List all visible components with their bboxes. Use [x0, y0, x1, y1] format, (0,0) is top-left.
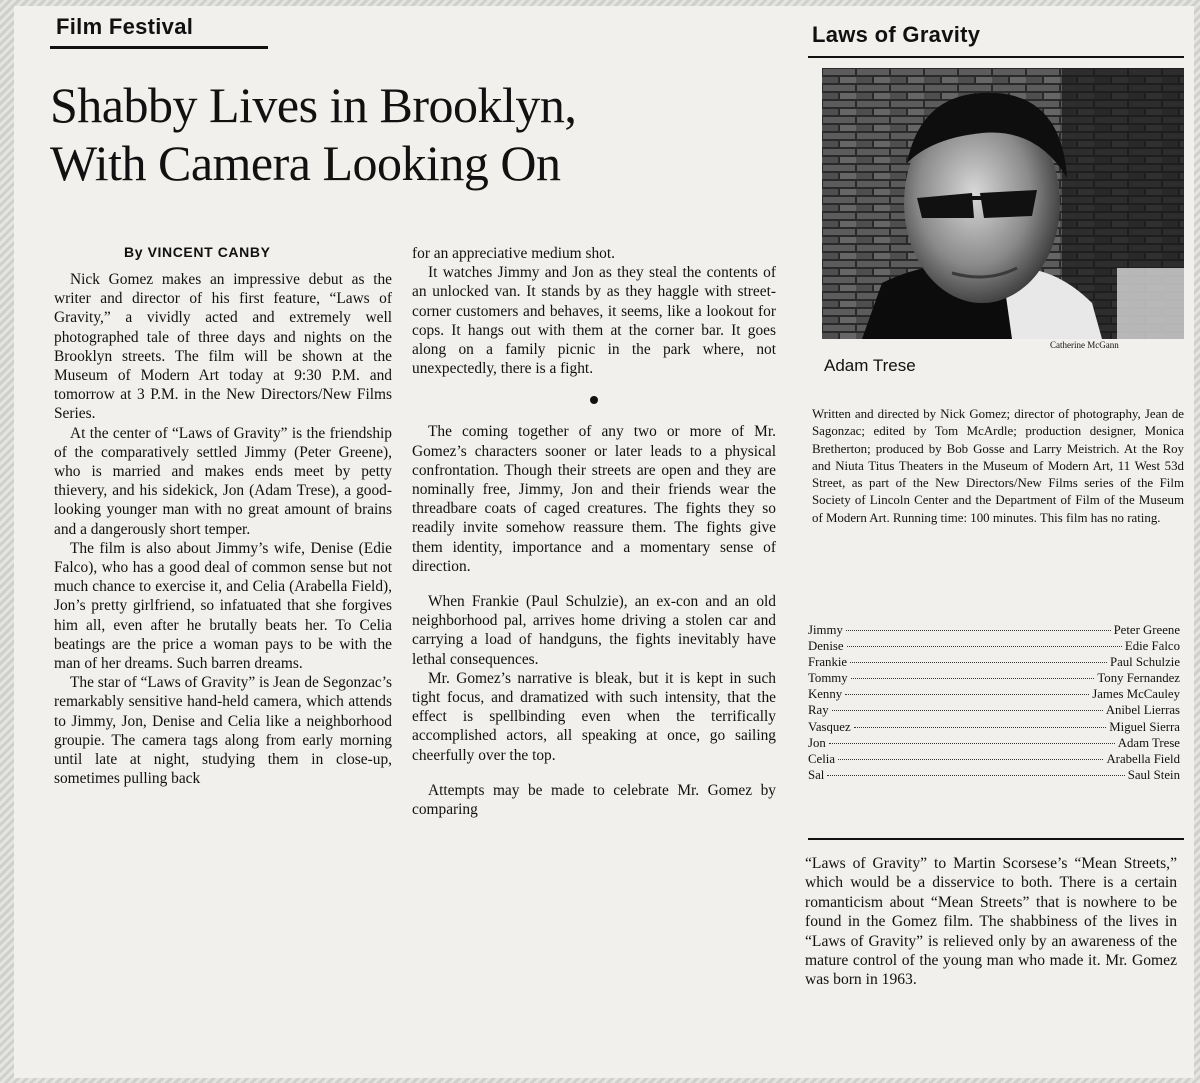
cast-actor: Saul Stein — [1127, 767, 1180, 782]
cast-actor: Tony Fernandez — [1097, 671, 1180, 686]
photo-credit: Catherine McGann — [1050, 340, 1119, 350]
cast-actor: Arabella Field — [1106, 751, 1180, 766]
leader-dots — [827, 775, 1124, 776]
section-label: Film Festival — [56, 14, 194, 39]
leader-dots — [846, 630, 1111, 631]
portrait-photo — [822, 68, 1184, 339]
paragraph: for an appreciative medium shot. — [412, 245, 616, 262]
leader-dots — [832, 710, 1103, 711]
leader-dots — [850, 662, 1107, 663]
cast-role: Vasquez — [808, 719, 851, 734]
cast-row — [808, 751, 1180, 767]
cast-role: Sal — [808, 767, 825, 782]
cast-actor: James McCauley — [1092, 687, 1180, 702]
cast-role: Kenny — [808, 687, 843, 702]
cast-row — [808, 735, 1180, 751]
sidebar-bottom-rule — [808, 838, 1184, 840]
cast-actor: Anibel Lierras — [1105, 703, 1180, 718]
leader-dots — [847, 646, 1122, 647]
leader-dots — [845, 694, 1089, 695]
leader-dots — [829, 743, 1115, 744]
cast-actor: Paul Schulzie — [1109, 655, 1180, 670]
sidebar-title-rule — [808, 56, 1184, 58]
paragraph: At the center of “Laws of Gravity” is the friendship of the comparatively settled Jimmy (Peter Greene), who is married and makes ends meet by petty thievery, and his sidekick, Jon (Adam Trese), a good-looking younger man with no great amount of brains and a dangerously short temper. — [54, 424, 392, 538]
cast-actor: Miguel Sierra — [1109, 719, 1180, 734]
paragraph: The star of “Laws of Gravity” is Jean de Segonzac’s remarkably sensitive hand-held camera, which attends to Jimmy, Jon, Denise and Celia like a neighborhood groupie. The camera tags along from early morning until late at night, studying them in close-up, sometimes pulling back — [54, 674, 392, 788]
cast-role: Frankie — [808, 655, 848, 670]
headline-line-1: Shabby Lives in Brooklyn, — [50, 77, 577, 133]
section-break-bullet — [590, 396, 598, 404]
newspaper-clipping — [14, 6, 1194, 1078]
cast-row — [808, 702, 1180, 718]
byline: By VINCENT CANBY — [124, 244, 271, 260]
article-column-3 — [805, 854, 1177, 990]
cast-row — [808, 670, 1180, 686]
paragraph: It watches Jimmy and Jon as they steal the contents of an unlocked van. It stands by as they haggle with street-corner customers and behaves, it seems, like a lookout for cops. It hangs out with them at the corner bar. It goes along on a family picnic in the park where, not unexpectedly, there is a fight. — [412, 264, 776, 378]
film-credits: Written and directed by Nick Gomez; director of photography, Jean de Sagonzac; edited by Tom McArdle; production designer, Monica Bretherton; produced by Bob Gosse and Larry Meistrich. At the Roy and Niuta Titus Theaters in the Museum of Modern Art, 11 West 53d Street, as part of the New Directors/New Films series of the Film Society of Lincoln Center and the Department of Film of the Museum of Modern Art. Running time: 100 minutes. This film has no rating. — [812, 407, 1184, 525]
paragraph: The coming together of any two or more of Mr. Gomez’s characters sooner or later leads to a physical confrontation. Though their streets are open and they are nominally free, Jimmy, Jon and their friends wear the threadbare coats of caged creatures. The fights they so readily invite somehow reassure them. The fights give them identity, importance and a momentary sense of direction. — [412, 423, 776, 575]
headline-line-2: With Camera Looking On — [50, 135, 561, 191]
cast-actor: Adam Trese — [1117, 735, 1180, 750]
article-column-1 — [54, 270, 392, 788]
paragraph: Mr. Gomez’s narrative is bleak, but it is kept in such tight focus, and dramatized with such intensity, that the effect is spellbinding even when the terrifically accomplished actors, all speaking at once, go sailing cheerfully over the top. — [412, 669, 776, 764]
leader-dots — [854, 727, 1107, 728]
cast-row — [808, 654, 1180, 670]
cast-actor: Peter Greene — [1113, 623, 1180, 637]
cast-role: Jimmy — [808, 623, 843, 637]
paragraph: “Laws of Gravity” to Martin Scorsese’s “Mean Streets,” which would be a disservice to both. There is a certain romanticism about “Mean Streets” that is nowhere to be found in the Gomez film. The shabbiness of the lives in “Laws of Gravity” is relieved only by an awareness of the mature control of the young man who made it. Mr. Gomez was born in 1963. — [805, 855, 1177, 989]
cast-role: Ray — [808, 703, 829, 718]
leader-dots — [838, 759, 1103, 760]
cast-actor: Edie Falco — [1124, 639, 1180, 654]
paragraph: Nick Gomez makes an impressive debut as the writer and director of his first feature, “Laws of Gravity,” a vividly acted and extremely well photographed tale of three days and nights on the Brooklyn streets. The film will be shown at the Museum of Modern Art today at 9:30 P.M. and tomorrow at 3 P.M. in the New Directors/New Films Series. — [54, 271, 392, 423]
headline — [50, 76, 800, 192]
paragraph: When Frankie (Paul Schulzie), an ex-con and an old neighborhood pal, arrives home driving a stolen car and carrying a load of handguns, the fights inevitably have lethal consequences. — [412, 593, 776, 668]
sidebar-title: Laws of Gravity — [812, 22, 981, 47]
article-column-2 — [412, 244, 776, 819]
portrait-image — [822, 68, 1184, 339]
cast-row — [808, 638, 1180, 654]
cast-role: Tommy — [808, 671, 848, 686]
cast-list — [808, 622, 1180, 783]
photo-caption: Adam Trese — [824, 356, 916, 375]
cast-row — [808, 622, 1180, 638]
cast-role: Celia — [808, 751, 836, 766]
cast-row — [808, 767, 1180, 783]
cast-row — [808, 686, 1180, 702]
cast-role: Jon — [808, 735, 826, 750]
leader-dots — [851, 678, 1095, 679]
cast-role: Denise — [808, 639, 844, 654]
paragraph: The film is also about Jimmy’s wife, Denise (Edie Falco), who has a good deal of common sense but not much chance to exercise it, and Celia (Arabella Field), Jon’s pretty girlfriend, so infatuated that she forgives him all, even after he brutally beats her. To Celia beatings are the price a woman pays to be with the man of her dreams. Such barren dreams. — [54, 539, 392, 673]
cast-row — [808, 719, 1180, 735]
paragraph: Attempts may be made to celebrate Mr. Gomez by comparing — [412, 781, 776, 819]
section-rule — [50, 46, 268, 49]
